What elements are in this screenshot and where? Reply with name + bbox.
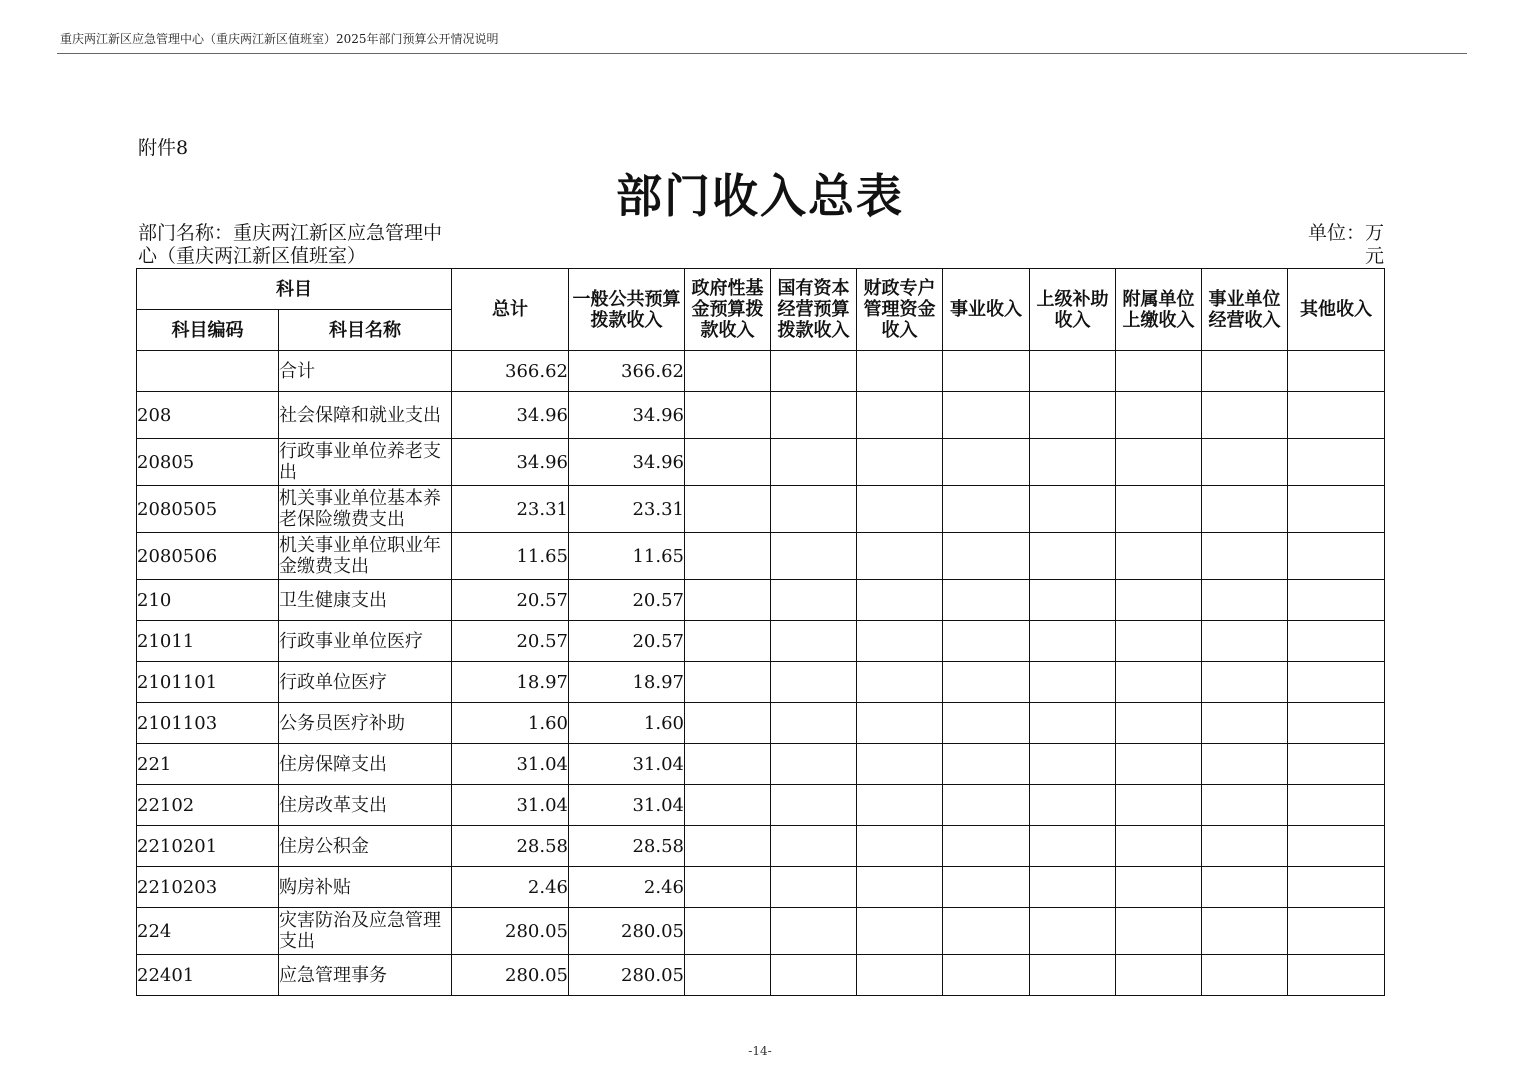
- empty-cell: [1030, 955, 1116, 996]
- empty-cell: [685, 662, 771, 703]
- table-row: [137, 744, 1385, 785]
- table-row: [137, 703, 1385, 744]
- empty-cell: [857, 744, 943, 785]
- empty-cell: [857, 955, 943, 996]
- subject-name-cell: 社会保障和就业支出: [279, 392, 452, 439]
- empty-cell: [1116, 955, 1202, 996]
- empty-cell: [1030, 908, 1116, 955]
- table-row: [137, 662, 1385, 703]
- subject-code-cell: 208: [137, 392, 279, 439]
- empty-cell: [943, 392, 1030, 439]
- empty-cell: [1202, 351, 1288, 392]
- empty-cell: [1116, 703, 1202, 744]
- empty-cell: [1202, 826, 1288, 867]
- empty-cell: [857, 486, 943, 533]
- column-header-business-income: 事业收入: [943, 269, 1030, 351]
- general-budget-cell: 11.65: [569, 533, 685, 580]
- subject-code-cell: 224: [137, 908, 279, 955]
- empty-cell: [1116, 439, 1202, 486]
- empty-cell: [857, 662, 943, 703]
- empty-cell: [857, 533, 943, 580]
- empty-cell: [943, 580, 1030, 621]
- empty-cell: [1288, 580, 1385, 621]
- empty-cell: [771, 826, 857, 867]
- total-cell: 280.05: [452, 955, 569, 996]
- subject-name-cell: 住房改革支出: [279, 785, 452, 826]
- empty-cell: [1116, 744, 1202, 785]
- empty-cell: [771, 621, 857, 662]
- empty-cell: [771, 580, 857, 621]
- subject-name-cell: 公务员医疗补助: [279, 703, 452, 744]
- empty-cell: [1030, 662, 1116, 703]
- subject-name-cell: 合计: [279, 351, 452, 392]
- empty-cell: [1116, 580, 1202, 621]
- empty-cell: [1116, 826, 1202, 867]
- total-cell: 280.05: [452, 908, 569, 955]
- empty-cell: [771, 908, 857, 955]
- column-header-special-fund: 财政专户管理资金收入: [857, 269, 943, 351]
- empty-cell: [1030, 392, 1116, 439]
- total-cell: 31.04: [452, 744, 569, 785]
- empty-cell: [857, 392, 943, 439]
- empty-cell: [771, 955, 857, 996]
- column-header-other-income: 其他收入: [1288, 269, 1385, 351]
- column-header-operating-income: 事业单位经营收入: [1202, 269, 1288, 351]
- empty-cell: [1202, 908, 1288, 955]
- column-header-code: 科目编码: [137, 310, 279, 351]
- page-title: 部门收入总表: [616, 169, 904, 223]
- empty-cell: [857, 703, 943, 744]
- empty-cell: [1030, 703, 1116, 744]
- empty-cell: [943, 826, 1030, 867]
- empty-cell: [1116, 867, 1202, 908]
- empty-cell: [1202, 867, 1288, 908]
- empty-cell: [1030, 867, 1116, 908]
- empty-cell: [857, 785, 943, 826]
- empty-cell: [857, 580, 943, 621]
- empty-cell: [1288, 785, 1385, 826]
- empty-cell: [1288, 621, 1385, 662]
- empty-cell: [943, 908, 1030, 955]
- subject-name-cell: 住房公积金: [279, 826, 452, 867]
- empty-cell: [1030, 785, 1116, 826]
- empty-cell: [943, 621, 1030, 662]
- subject-group-header: 科目: [137, 269, 452, 310]
- subject-name-cell: 住房保障支出: [279, 744, 452, 785]
- empty-cell: [685, 785, 771, 826]
- empty-cell: [771, 439, 857, 486]
- subject-code-cell: 22102: [137, 785, 279, 826]
- empty-cell: [1288, 867, 1385, 908]
- empty-cell: [1202, 955, 1288, 996]
- empty-cell: [1030, 351, 1116, 392]
- empty-cell: [943, 662, 1030, 703]
- subject-name-cell: 卫生健康支出: [279, 580, 452, 621]
- income-summary-table: [136, 268, 1385, 996]
- general-budget-cell: 34.96: [569, 439, 685, 486]
- general-budget-cell: 31.04: [569, 744, 685, 785]
- empty-cell: [685, 826, 771, 867]
- empty-cell: [685, 533, 771, 580]
- empty-cell: [1288, 955, 1385, 996]
- column-header-name: 科目名称: [279, 310, 452, 351]
- empty-cell: [943, 744, 1030, 785]
- empty-cell: [1202, 439, 1288, 486]
- empty-cell: [857, 621, 943, 662]
- empty-cell: [943, 486, 1030, 533]
- subject-name-cell: 灾害防治及应急管理支出: [279, 908, 452, 955]
- general-budget-cell: 20.57: [569, 621, 685, 662]
- general-budget-cell: 2.46: [569, 867, 685, 908]
- empty-cell: [1202, 744, 1288, 785]
- empty-cell: [685, 486, 771, 533]
- total-cell: 34.96: [452, 392, 569, 439]
- general-budget-cell: 31.04: [569, 785, 685, 826]
- empty-cell: [1288, 744, 1385, 785]
- empty-cell: [771, 392, 857, 439]
- empty-cell: [857, 351, 943, 392]
- empty-cell: [771, 662, 857, 703]
- empty-cell: [1202, 785, 1288, 826]
- general-budget-cell: 20.57: [569, 580, 685, 621]
- table-row: [137, 533, 1385, 580]
- empty-cell: [1288, 533, 1385, 580]
- empty-cell: [1116, 785, 1202, 826]
- column-header-general-budget: 一般公共预算拨款收入: [569, 269, 685, 351]
- empty-cell: [857, 439, 943, 486]
- subject-name-cell: 行政事业单位医疗: [279, 621, 452, 662]
- empty-cell: [1202, 533, 1288, 580]
- empty-cell: [857, 908, 943, 955]
- empty-cell: [1288, 351, 1385, 392]
- table-row: [137, 785, 1385, 826]
- empty-cell: [771, 785, 857, 826]
- table-row: [137, 955, 1385, 996]
- general-budget-cell: 28.58: [569, 826, 685, 867]
- empty-cell: [1202, 392, 1288, 439]
- empty-cell: [943, 533, 1030, 580]
- column-header-affiliate-income: 附属单位上缴收入: [1116, 269, 1202, 351]
- column-header-gov-fund: 政府性基金预算拨款收入: [685, 269, 771, 351]
- general-budget-cell: 23.31: [569, 486, 685, 533]
- total-cell: 23.31: [452, 486, 569, 533]
- empty-cell: [857, 867, 943, 908]
- table-row: [137, 908, 1385, 955]
- empty-cell: [943, 785, 1030, 826]
- subject-code-cell: 21011: [137, 621, 279, 662]
- empty-cell: [771, 351, 857, 392]
- general-budget-cell: 34.96: [569, 392, 685, 439]
- total-cell: 11.65: [452, 533, 569, 580]
- empty-cell: [771, 744, 857, 785]
- subject-name-cell: 购房补贴: [279, 867, 452, 908]
- header-rule: [57, 53, 1467, 54]
- subject-name-cell: 机关事业单位职业年金缴费支出: [279, 533, 452, 580]
- empty-cell: [685, 955, 771, 996]
- empty-cell: [1030, 621, 1116, 662]
- empty-cell: [1288, 662, 1385, 703]
- general-budget-cell: 366.62: [569, 351, 685, 392]
- empty-cell: [771, 486, 857, 533]
- empty-cell: [1202, 486, 1288, 533]
- empty-cell: [685, 908, 771, 955]
- total-cell: 20.57: [452, 580, 569, 621]
- empty-cell: [1030, 744, 1116, 785]
- total-cell: 28.58: [452, 826, 569, 867]
- total-cell: 1.60: [452, 703, 569, 744]
- empty-cell: [1116, 351, 1202, 392]
- subject-code-cell: 22401: [137, 955, 279, 996]
- general-budget-cell: 18.97: [569, 662, 685, 703]
- empty-cell: [943, 439, 1030, 486]
- total-cell: 18.97: [452, 662, 569, 703]
- empty-cell: [685, 580, 771, 621]
- empty-cell: [943, 703, 1030, 744]
- table-row: [137, 486, 1385, 533]
- subject-name-cell: 应急管理事务: [279, 955, 452, 996]
- subject-code-cell: 2210201: [137, 826, 279, 867]
- empty-cell: [1288, 392, 1385, 439]
- table-row: [137, 867, 1385, 908]
- empty-cell: [685, 439, 771, 486]
- empty-cell: [1202, 580, 1288, 621]
- table-row: [137, 439, 1385, 486]
- empty-cell: [1116, 533, 1202, 580]
- total-cell: 2.46: [452, 867, 569, 908]
- subject-code-cell: 2101101: [137, 662, 279, 703]
- empty-cell: [771, 703, 857, 744]
- empty-cell: [1030, 826, 1116, 867]
- column-header-total: 总计: [452, 269, 569, 351]
- empty-cell: [857, 826, 943, 867]
- empty-cell: [1030, 533, 1116, 580]
- general-budget-cell: 1.60: [569, 703, 685, 744]
- subject-code-cell: 2210203: [137, 867, 279, 908]
- empty-cell: [1030, 486, 1116, 533]
- empty-cell: [1116, 486, 1202, 533]
- empty-cell: [771, 867, 857, 908]
- empty-cell: [1288, 439, 1385, 486]
- subject-code-cell: [137, 351, 279, 392]
- empty-cell: [1288, 908, 1385, 955]
- empty-cell: [1116, 621, 1202, 662]
- empty-cell: [685, 351, 771, 392]
- table-row: [137, 392, 1385, 439]
- subject-code-cell: 221: [137, 744, 279, 785]
- empty-cell: [1202, 703, 1288, 744]
- empty-cell: [1030, 439, 1116, 486]
- empty-cell: [1116, 662, 1202, 703]
- empty-cell: [943, 955, 1030, 996]
- subject-code-cell: 2080506: [137, 533, 279, 580]
- general-budget-cell: 280.05: [569, 955, 685, 996]
- empty-cell: [771, 533, 857, 580]
- total-cell: 31.04: [452, 785, 569, 826]
- subject-name-cell: 机关事业单位基本养老保险缴费支出: [279, 486, 452, 533]
- column-header-state-capital: 国有资本经营预算拨款收入: [771, 269, 857, 351]
- subject-code-cell: 210: [137, 580, 279, 621]
- subject-code-cell: 2080505: [137, 486, 279, 533]
- total-cell: 366.62: [452, 351, 569, 392]
- total-cell: 20.57: [452, 621, 569, 662]
- subject-name-cell: 行政单位医疗: [279, 662, 452, 703]
- empty-cell: [1202, 662, 1288, 703]
- table-row: [137, 351, 1385, 392]
- total-cell: 34.96: [452, 439, 569, 486]
- attachment-label: 附件8: [138, 137, 189, 159]
- table-row: [137, 826, 1385, 867]
- column-header-superior-subsidy: 上级补助收入: [1030, 269, 1116, 351]
- page-number: -14-: [748, 1044, 772, 1058]
- empty-cell: [1288, 703, 1385, 744]
- department-label: 部门名称：重庆两江新区应急管理中心（重庆两江新区值班室）: [138, 222, 443, 267]
- empty-cell: [685, 703, 771, 744]
- unit-label: 单位：万元: [1307, 222, 1384, 267]
- general-budget-cell: 280.05: [569, 908, 685, 955]
- subject-name-cell: 行政事业单位养老支出: [279, 439, 452, 486]
- empty-cell: [685, 392, 771, 439]
- empty-cell: [1116, 392, 1202, 439]
- subject-code-cell: 2101103: [137, 703, 279, 744]
- empty-cell: [1288, 486, 1385, 533]
- empty-cell: [1030, 580, 1116, 621]
- running-header: 重庆两江新区应急管理中心（重庆两江新区值班室）2025年部门预算公开情况说明: [60, 32, 499, 46]
- empty-cell: [943, 351, 1030, 392]
- empty-cell: [1116, 908, 1202, 955]
- empty-cell: [943, 867, 1030, 908]
- table-row: [137, 580, 1385, 621]
- subject-code-cell: 20805: [137, 439, 279, 486]
- empty-cell: [1288, 826, 1385, 867]
- empty-cell: [685, 621, 771, 662]
- empty-cell: [685, 867, 771, 908]
- table-row: [137, 621, 1385, 662]
- empty-cell: [685, 744, 771, 785]
- empty-cell: [1202, 621, 1288, 662]
